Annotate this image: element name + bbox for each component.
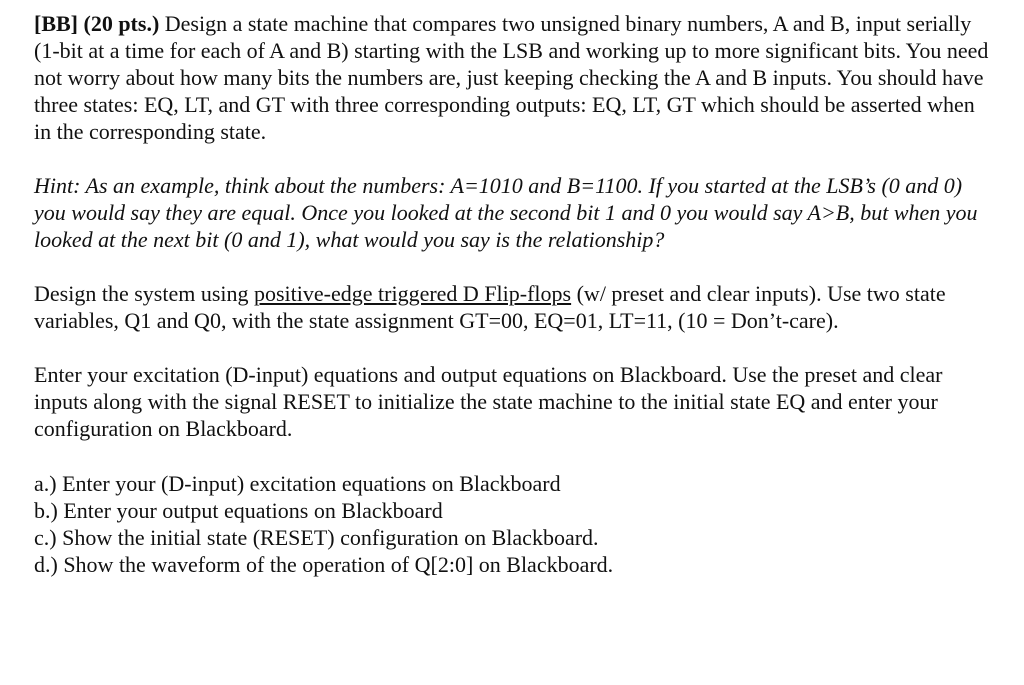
hint-paragraph: Hint: As an example, think about the numbers: A=1010 and B=1100. If you started at the LSB’s (0 and 0) you would say they are equal. Once you looked at the second bit 1 and 0 you would say A>B, but when you looked at the next bit (0 and 1), what would you say is the relationship? — [34, 173, 978, 252]
design-suffix: (w/ preset and clear inputs). Use two state variables, Q1 and Q0, with the state assignment GT=00, EQ=01, LT=11, (10 = Don’t-care). — [34, 281, 946, 333]
problem-text: Design a state machine that compares two unsigned binary numbers, A and B, input serially (1-bit at a time for each of A and B) starting with the LSB and working up to more significant bits. You need not worry about how many bits the numbers are, just keeping checking the A and B inputs. You should have three states: EQ, LT, and GT with three corresponding outputs: EQ, LT, GT which should be asserted when in the corresponding state. — [34, 11, 989, 144]
problem-statement — [34, 10, 994, 145]
task-item-c: c.) Show the initial state (RESET) configuration on Blackboard. — [34, 525, 599, 550]
task-item-b: b.) Enter your output equations on Blackboard — [34, 498, 443, 523]
problem-points: (20 pts.) — [83, 11, 160, 36]
design-prefix: Design the system using — [34, 281, 254, 306]
design-link: positive-edge triggered D Flip-flops — [254, 281, 572, 306]
document-body — [34, 10, 994, 578]
task-item-d: d.) Show the waveform of the operation of Q[2:0] on Blackboard. — [34, 552, 614, 577]
task-list — [34, 470, 994, 578]
enter-paragraph: Enter your excitation (D-input) equations and output equations on Blackboard. Use the preset and clear inputs along with the signal RESET to initialize the state machine to the initial state EQ and enter your configuration on Blackboard. — [34, 362, 943, 441]
design-paragraph — [34, 280, 994, 334]
task-item-a: a.) Enter your (D-input) excitation equations on Blackboard — [34, 471, 561, 496]
problem-tag: [BB] — [34, 11, 78, 36]
